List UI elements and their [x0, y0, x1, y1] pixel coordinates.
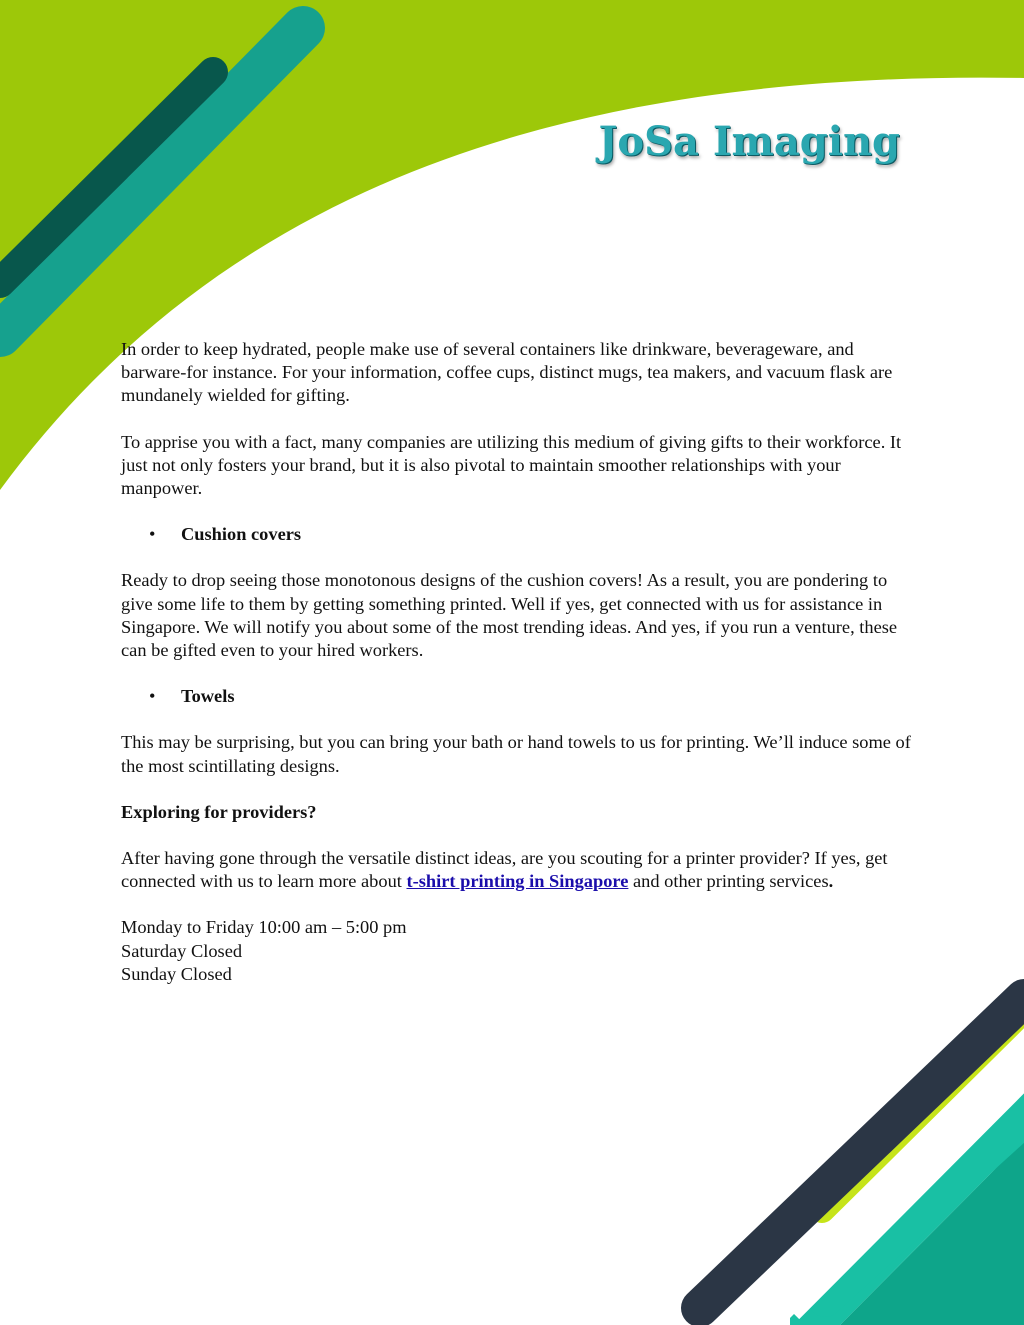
list-item-towels: [121, 685, 911, 708]
bullet-icon: •: [149, 686, 156, 707]
paragraph-drinkware: In order to keep hydrated, people make use of several containers like drinkware, beverageware, and barware-for instance. For your information, coffee cups, distinct mugs, tea makers, and vacuum flask are mundanely wielded for gifting.: [121, 339, 893, 406]
providers-period: .: [828, 871, 834, 892]
opening-hours: [121, 916, 911, 986]
paragraph-towels: This may be surprising, but you can bring your bath or hand towels to us for printing. We’ll induce some of the most scintillating designs.: [121, 732, 911, 776]
bullet-icon: •: [149, 524, 156, 545]
bullet-label: Towels: [181, 686, 235, 707]
document-body: [121, 338, 911, 986]
tshirt-printing-link[interactable]: t-shirt printing in Singapore: [406, 871, 629, 892]
providers-text-end: and other printing services: [628, 871, 829, 892]
list-item-cushion-covers: [121, 523, 911, 546]
paragraph-cushion-covers: Ready to drop seeing those monotonous designs of the cushion covers! As a result, you are pondering to give some life to them by getting something printed. Well if yes, get connected with us for assistance in Singapore. We will notify you about some of the most trending ideas. And yes, if you run a venture, these can be gifted even to your hired workers.: [121, 570, 898, 661]
providers-text: After having gone through the versatile distinct ideas, are you scouting for a printer provider? If yes, get connected with us to learn more about: [121, 848, 888, 892]
bullet-label: Cushion covers: [181, 524, 302, 545]
paragraph-workforce-gifts: To apprise you with a fact, many companies are utilizing this medium of giving gifts to their workforce. It just not only fosters your brand, but it is also pivotal to maintain smoother relationships with your manpower.: [121, 431, 902, 499]
section-heading: Exploring for providers?: [121, 801, 317, 822]
brand-logo-text: JoSa Imaging: [598, 118, 900, 165]
paragraph-providers: [121, 847, 911, 893]
hours-saturday: Saturday Closed: [121, 940, 243, 961]
hours-weekdays: Monday to Friday 10:00 am – 5:00 pm: [121, 917, 407, 938]
hours-sunday: Sunday Closed: [121, 963, 232, 984]
